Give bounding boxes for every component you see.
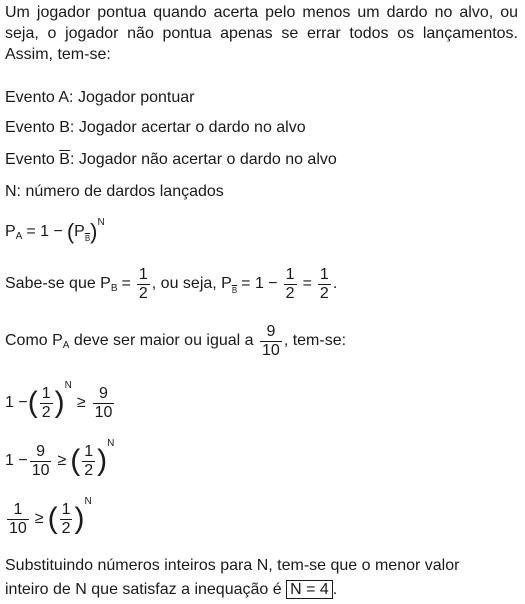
intro-paragraph: Um jogador pontua quando acerta pelo menos um dardo no alvo, ou seja, o jogador não pontua apenas se errar todos os lançamentos. Assim, tem-se: <box>5 4 518 63</box>
fraction-one-half-4: $\frac{1}{2}$ <box>41 384 51 421</box>
known-eq: = <box>121 275 131 292</box>
fraction-nine-tenths: $\frac{9}{10}$ <box>262 322 280 359</box>
inequality-3: $\frac{1}{10}$ ≥ ( $\frac{1}{2}$ ) N <box>9 496 92 537</box>
como-line <box>5 320 346 362</box>
event-description: : Jogador não acertar o dardo no alvo <box>69 151 337 168</box>
event-label: Evento <box>5 151 60 168</box>
fraction-one-half-2: $\frac{1}{2}$ <box>285 265 295 302</box>
known-mid: , ou seja, P <box>151 275 232 292</box>
fraction-one-half-6: $\frac{1}{2}$ <box>61 500 71 537</box>
como-sub-a: A <box>62 340 70 351</box>
fraction-one-half-3: $\frac{1}{2}$ <box>319 265 329 302</box>
known-eq3: = <box>302 275 312 292</box>
known-sub-bbar: $\overline{B}$ <box>231 286 238 295</box>
como-mid: deve ser maior ou igual a <box>69 332 259 349</box>
event-b-complement-text <box>5 150 337 170</box>
fraction-nine-tenths-3: $\frac{9}{10}$ <box>31 442 50 479</box>
formula-sub-bbar: $\overline{B}$ <box>84 234 91 243</box>
n-definition: N: número de dardos lançados <box>5 183 224 200</box>
known-lead: Sabe-se que P <box>5 275 111 292</box>
conclusion-line-1: Substituindo números inteiros para N, tem-se que o menor valor <box>5 557 460 574</box>
como-lead: Como P <box>5 332 63 349</box>
formula-sub-a: A <box>15 231 23 242</box>
formula-p: P <box>5 223 16 240</box>
answer-box: N = 4 <box>286 580 333 599</box>
inequality-2: 1 − $\frac{9}{10}$ ≥ ( $\frac{1}{2}$ ) N <box>5 438 115 479</box>
fraction-one-half-5: $\frac{1}{2}$ <box>84 442 94 479</box>
known-eq2: = 1 − <box>241 275 278 292</box>
fraction-one-tenth: $\frac{1}{10}$ <box>9 500 27 537</box>
formula-inner-p: P <box>74 223 85 240</box>
como-end: , tem-se: <box>283 332 347 349</box>
event-a-text: Evento A: Jogador pontuar <box>5 89 195 106</box>
fraction-one-half: $\frac{1}{2}$ <box>138 265 148 302</box>
formula-exponent: N <box>97 217 105 228</box>
inequality-1: 1 − ( $\frac{1}{2}$ ) N ≥ $\frac{9}{10}$ <box>5 380 113 421</box>
fraction-nine-tenths-2: $\frac{9}{10}$ <box>94 384 113 421</box>
conclusion-text: inteiro de N que satisfaz a inequação é <box>5 581 287 598</box>
b-complement-symbol: $\overline{B}$ <box>59 151 70 168</box>
conclusion-line-2: inteiro de N que satisfaz a inequação é N = 4 . <box>5 581 338 598</box>
formula-eq: = 1 − <box>26 223 63 240</box>
known-sub-b: B <box>110 283 118 294</box>
known-probability-line: Sabe-se que P B = $\frac{1}{2}$ , ou seja, P $\overline{B}$ = 1 − $\frac{1}{2}$ = $\frac{1}{2}$ . <box>5 265 338 302</box>
formula-pa <box>5 212 105 252</box>
event-b-text: Evento B: Jogador acertar o dardo no alvo <box>5 119 306 136</box>
right-paren: ) <box>90 219 98 244</box>
left-paren: ( <box>66 219 75 244</box>
